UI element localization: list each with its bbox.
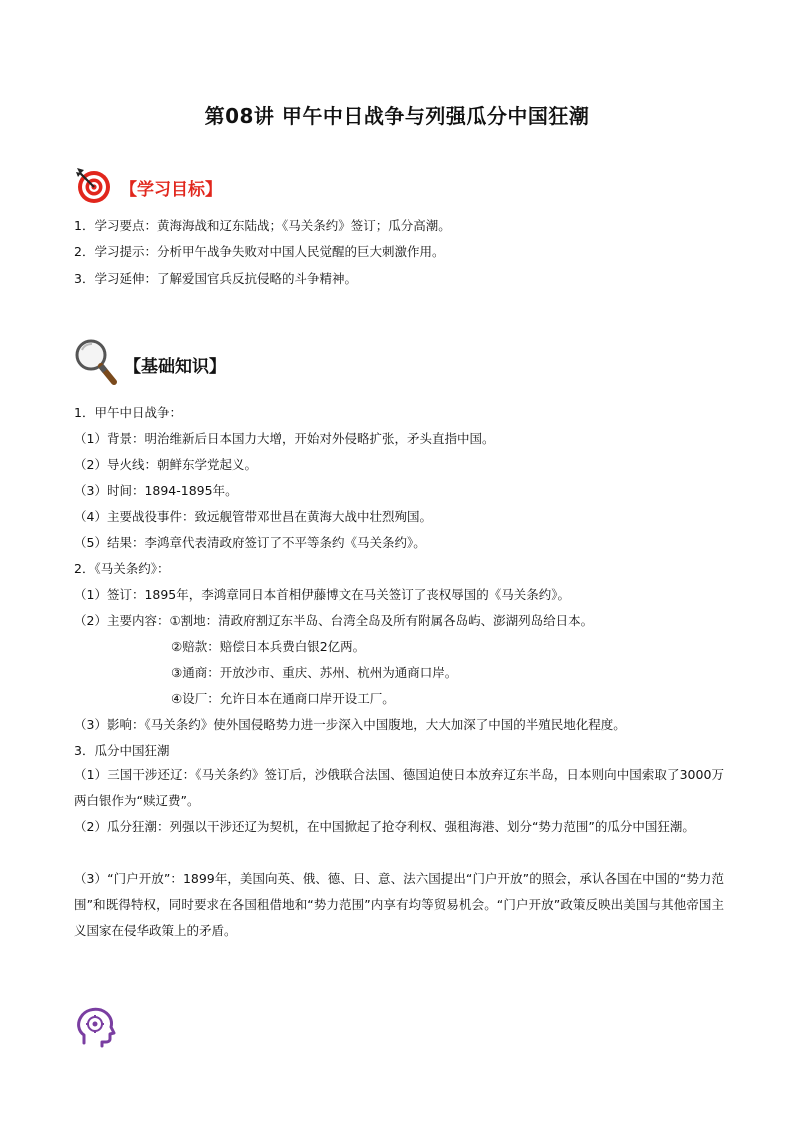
goal-item: 3．学习延伸：了解爱国官兵反抗侵略的斗争精神。 bbox=[74, 271, 357, 286]
basics-line: （1）背景：明治维新后日本国力大增，开始对外侵略扩张，矛头直指中国。 bbox=[74, 431, 495, 446]
basics-line: 2．《马关条约》： bbox=[74, 561, 170, 576]
basics-line: （2）主要内容：①割地：清政府割辽东半岛、台湾全岛及所有附属各岛屿、澎湖列岛给日本。 bbox=[74, 613, 594, 628]
target-icon bbox=[72, 163, 116, 211]
basics-line: （4）主要战役事件：致远舰管带邓世昌在黄海大战中壮烈殉国。 bbox=[74, 509, 432, 524]
basics-heading: 【基础知识】 bbox=[124, 356, 226, 377]
page-title: 第08讲 甲午中日战争与列强瓜分中国狂潮 bbox=[204, 104, 590, 128]
basics-subitem: ③通商：开放沙市、重庆、苏州、杭州为通商口岸。 bbox=[171, 665, 458, 680]
goals-heading: 【学习目标】 bbox=[120, 179, 222, 200]
basics-header bbox=[72, 336, 226, 392]
basics-line: （2）导火线：朝鲜东学党起义。 bbox=[74, 457, 257, 472]
basics-line: （3）时间：1894-1895年。 bbox=[74, 483, 238, 498]
head-brain-icon bbox=[74, 1005, 118, 1053]
basics-paragraph: （1）三国干涉还辽：《马关条约》签订后，沙俄联合法国、德国迫使日本放弃辽东半岛，日本则向中国索取了3000万两白银作为“赎辽费”。 bbox=[74, 767, 724, 808]
goal-item: 2．学习提示：分析甲午战争失败对中国人民觉醒的巨大刺激作用。 bbox=[74, 244, 445, 259]
basics-line: 3．瓜分中国狂潮 bbox=[74, 743, 170, 758]
goals-header bbox=[72, 163, 222, 211]
basics-line: 1．甲午中日战争： bbox=[74, 405, 182, 420]
basics-line: （1）签订：1895年，李鸿章同日本首相伊藤博文在马关签订了丧权辱国的《马关条约》。 bbox=[74, 587, 571, 602]
goal-item: 1．学习要点：黄海海战和辽东陆战；《马关条约》签订；瓜分高潮。 bbox=[74, 218, 451, 233]
basics-subitem: ④设厂：允许日本在通商口岸开设工厂。 bbox=[171, 691, 395, 706]
basics-paragraph: （3）“门户开放”：1899年，美国向英、俄、德、日、意、法六国提出“门户开放”的照会，承认各国在中国的“势力范围”和既得特权，同时要求在各国租借地和“势力范围”内享有均等贸易机会。“门户开放”政策反映出美国与其他帝国主义国家在侵华政策上的矛盾。 bbox=[74, 871, 724, 938]
basics-paragraph: （2）瓜分狂潮：列强以干涉还辽为契机，在中国掀起了抢夺利权、强租海港、划分“势力范围”的瓜分中国狂潮。 bbox=[74, 819, 695, 834]
basics-subitem: ②赔款：赔偿日本兵费白银2亿两。 bbox=[171, 639, 366, 654]
basics-line: （3）影响：《马关条约》使外国侵略势力进一步深入中国腹地，大大加深了中国的半殖民地化程度。 bbox=[74, 717, 626, 732]
magnifier-icon bbox=[72, 336, 120, 392]
basics-line: （5）结果：李鸿章代表清政府签订了不平等条约《马关条约》。 bbox=[74, 535, 426, 550]
